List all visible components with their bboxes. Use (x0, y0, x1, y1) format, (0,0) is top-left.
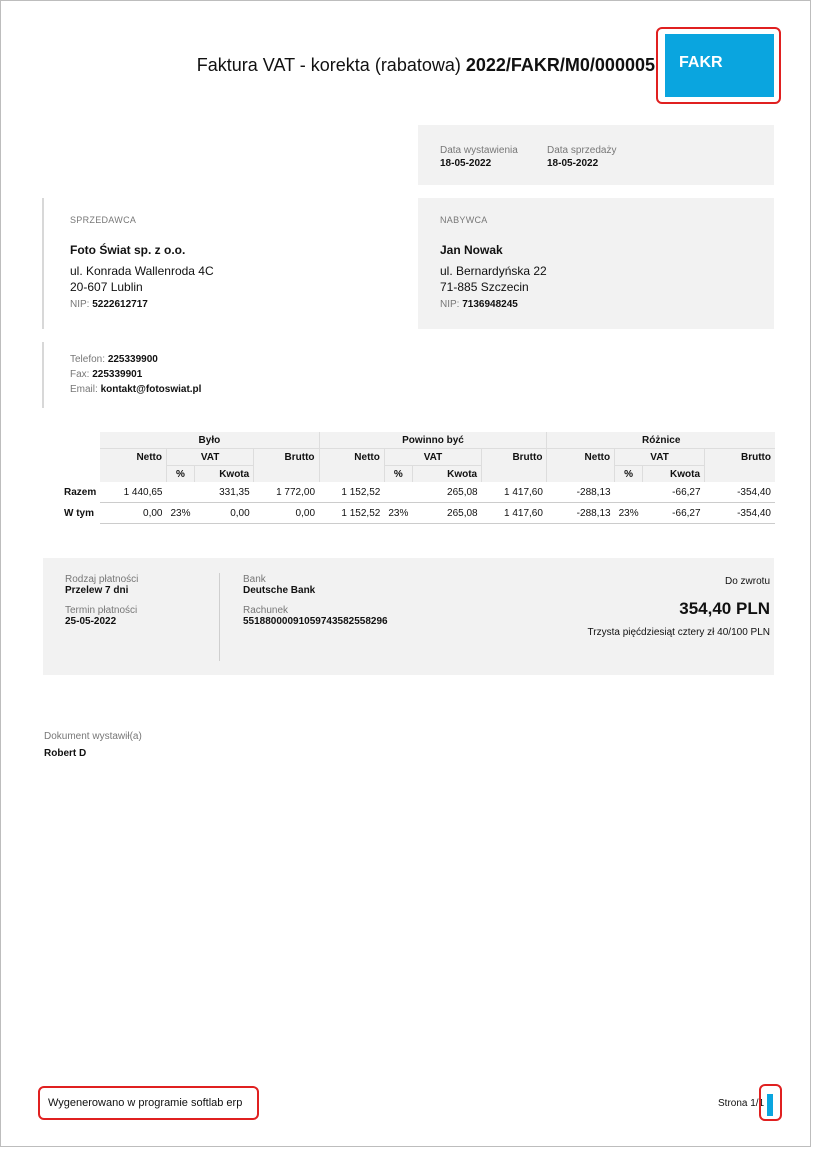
payment-due-label: Termin płatności (65, 605, 138, 616)
issue-date-label: Data wystawienia (440, 145, 518, 156)
payment-divider (219, 573, 220, 661)
cell-roznice-pct: 23% (615, 503, 643, 524)
col-vat: VAT (384, 449, 481, 466)
sale-date-label: Data sprzedaży (547, 145, 617, 156)
buyer-address-line1: ul. Bernardyńska 22 (440, 264, 547, 278)
generated-by-text: Wygenerowano w programie softlab erp (48, 1097, 243, 1109)
refund-label: Do zwrotu (724, 576, 770, 587)
cell-powinno-kwota: 265,08 (412, 503, 481, 524)
cell-roznice-kwota: -66,27 (643, 482, 705, 503)
refund-amount: 354,40 PLN (679, 599, 770, 618)
cell-roznice-netto: -288,13 (547, 503, 615, 524)
group-roznice: Różnice (547, 432, 775, 449)
payment-method-value: Przelew 7 dni (65, 585, 129, 596)
col-vat: VAT (167, 449, 254, 466)
col-vat-pct: % (615, 466, 643, 483)
bank-label: Bank (243, 574, 266, 585)
table-subheader (58, 449, 775, 466)
seller-nip (70, 299, 148, 310)
footer-highlight (38, 1086, 259, 1120)
col-brutto: Brutto (705, 449, 775, 483)
invoice-number: 2022/FAKR/M0/000005 (465, 55, 655, 75)
fax-value: 225339901 (92, 369, 143, 380)
bank (243, 574, 315, 596)
table-row (58, 503, 775, 524)
title-type: Faktura VAT - korekta (rabatowa) (196, 55, 461, 75)
payment-due (65, 605, 137, 627)
buyer-box (418, 198, 774, 329)
cell-roznice-brutto: -354,40 (705, 482, 775, 503)
col-vat-kwota: Kwota (412, 466, 481, 483)
bank-value: Deutsche Bank (243, 585, 316, 596)
table-row (58, 482, 775, 503)
col-brutto: Brutto (254, 449, 319, 483)
buyer-nip (440, 299, 518, 310)
cell-roznice-brutto: -354,40 (705, 503, 775, 524)
col-vat-pct: % (384, 466, 412, 483)
seller-heading: SPRZEDAWCA (70, 215, 137, 225)
document-type-badge: FAKR (665, 34, 774, 97)
phone-label: Telefon: (70, 354, 106, 365)
fax-label: Fax: (70, 369, 90, 380)
row-label: Razem (64, 486, 97, 498)
cell-powinno-netto: 1 152,52 (319, 482, 384, 503)
seller-nip-label: NIP: (70, 299, 90, 310)
page-marker-highlight (759, 1084, 782, 1121)
issue-date-value: 18-05-2022 (440, 158, 492, 169)
sale-date (547, 145, 616, 169)
seller-contact (42, 342, 344, 408)
buyer-nip-value: 7136948245 (462, 299, 518, 310)
buyer-address-line2: 71-885 Szczecin (440, 280, 529, 294)
cell-bylo-brutto: 1 772,00 (254, 482, 319, 503)
document-title (197, 55, 655, 76)
col-netto: Netto (100, 449, 166, 483)
cell-powinno-kwota: 265,08 (412, 482, 481, 503)
cell-bylo-pct: 23% (167, 503, 195, 524)
cell-bylo-kwota: 0,00 (195, 503, 254, 524)
cell-roznice-netto: -288,13 (547, 482, 615, 503)
col-vat: VAT (615, 449, 705, 466)
seller-address-line2: 20-607 Lublin (70, 280, 143, 294)
table-vat-subheader (58, 466, 775, 483)
col-vat-kwota: Kwota (195, 466, 254, 483)
payment-method-label: Rodzaj płatności (65, 574, 139, 585)
refund-amount-words: Trzysta pięćdziesiąt cztery zł 40/100 PLN (587, 627, 770, 638)
cell-bylo-netto: 1 440,65 (100, 482, 166, 503)
email-value: kontakt@fotoswiat.pl (100, 384, 202, 395)
account-label: Rachunek (243, 605, 289, 616)
col-netto: Netto (547, 449, 615, 483)
cell-powinno-brutto: 1 417,60 (482, 482, 547, 503)
col-brutto: Brutto (482, 449, 547, 483)
group-powinno-byc: Powinno być (319, 432, 547, 449)
seller-box (42, 198, 384, 329)
row-label: W tym (64, 507, 94, 519)
payment-box (43, 558, 774, 675)
correction-table (58, 432, 775, 524)
page-number: Strona 1/1 (718, 1098, 765, 1109)
cell-powinno-brutto: 1 417,60 (482, 503, 547, 524)
logo-highlight (656, 27, 781, 104)
cell-roznice-kwota: -66,27 (643, 503, 705, 524)
cell-powinno-pct (384, 482, 412, 503)
contact-fax (70, 369, 142, 380)
dates-box (418, 125, 774, 185)
cell-bylo-brutto: 0,00 (254, 503, 319, 524)
seller-nip-value: 5222612717 (92, 299, 148, 310)
bank-account (243, 605, 388, 627)
sale-date-value: 18-05-2022 (547, 158, 599, 169)
group-bylo: Było (100, 432, 319, 449)
contact-email (70, 384, 201, 395)
account-value: 55188000091059743582558296 (243, 616, 388, 627)
issued-by-name: Robert D (44, 748, 87, 759)
buyer-nip-label: NIP: (440, 299, 460, 310)
buyer-name: Jan Nowak (440, 243, 503, 257)
cell-powinno-pct: 23% (384, 503, 412, 524)
seller-name: Foto Świat sp. z o.o. (70, 243, 186, 257)
issued-by-label: Dokument wystawił(a) (44, 731, 142, 742)
seller-address-line1: ul. Konrada Wallenroda 4C (70, 264, 214, 278)
col-vat-kwota: Kwota (643, 466, 705, 483)
contact-phone (70, 354, 158, 365)
buyer-heading: NABYWCA (440, 215, 488, 225)
cell-bylo-pct (167, 482, 195, 503)
email-label: Email: (70, 384, 98, 395)
table-group-header (58, 432, 775, 449)
phone-value: 225339900 (107, 354, 158, 365)
payment-due-value: 25-05-2022 (65, 616, 117, 627)
issue-date (440, 145, 518, 169)
cell-bylo-kwota: 331,35 (195, 482, 254, 503)
payment-method (65, 574, 138, 596)
cell-roznice-pct (615, 482, 643, 503)
cell-bylo-netto: 0,00 (100, 503, 166, 524)
col-netto: Netto (319, 449, 384, 483)
cell-powinno-netto: 1 152,52 (319, 503, 384, 524)
col-vat-pct: % (167, 466, 195, 483)
